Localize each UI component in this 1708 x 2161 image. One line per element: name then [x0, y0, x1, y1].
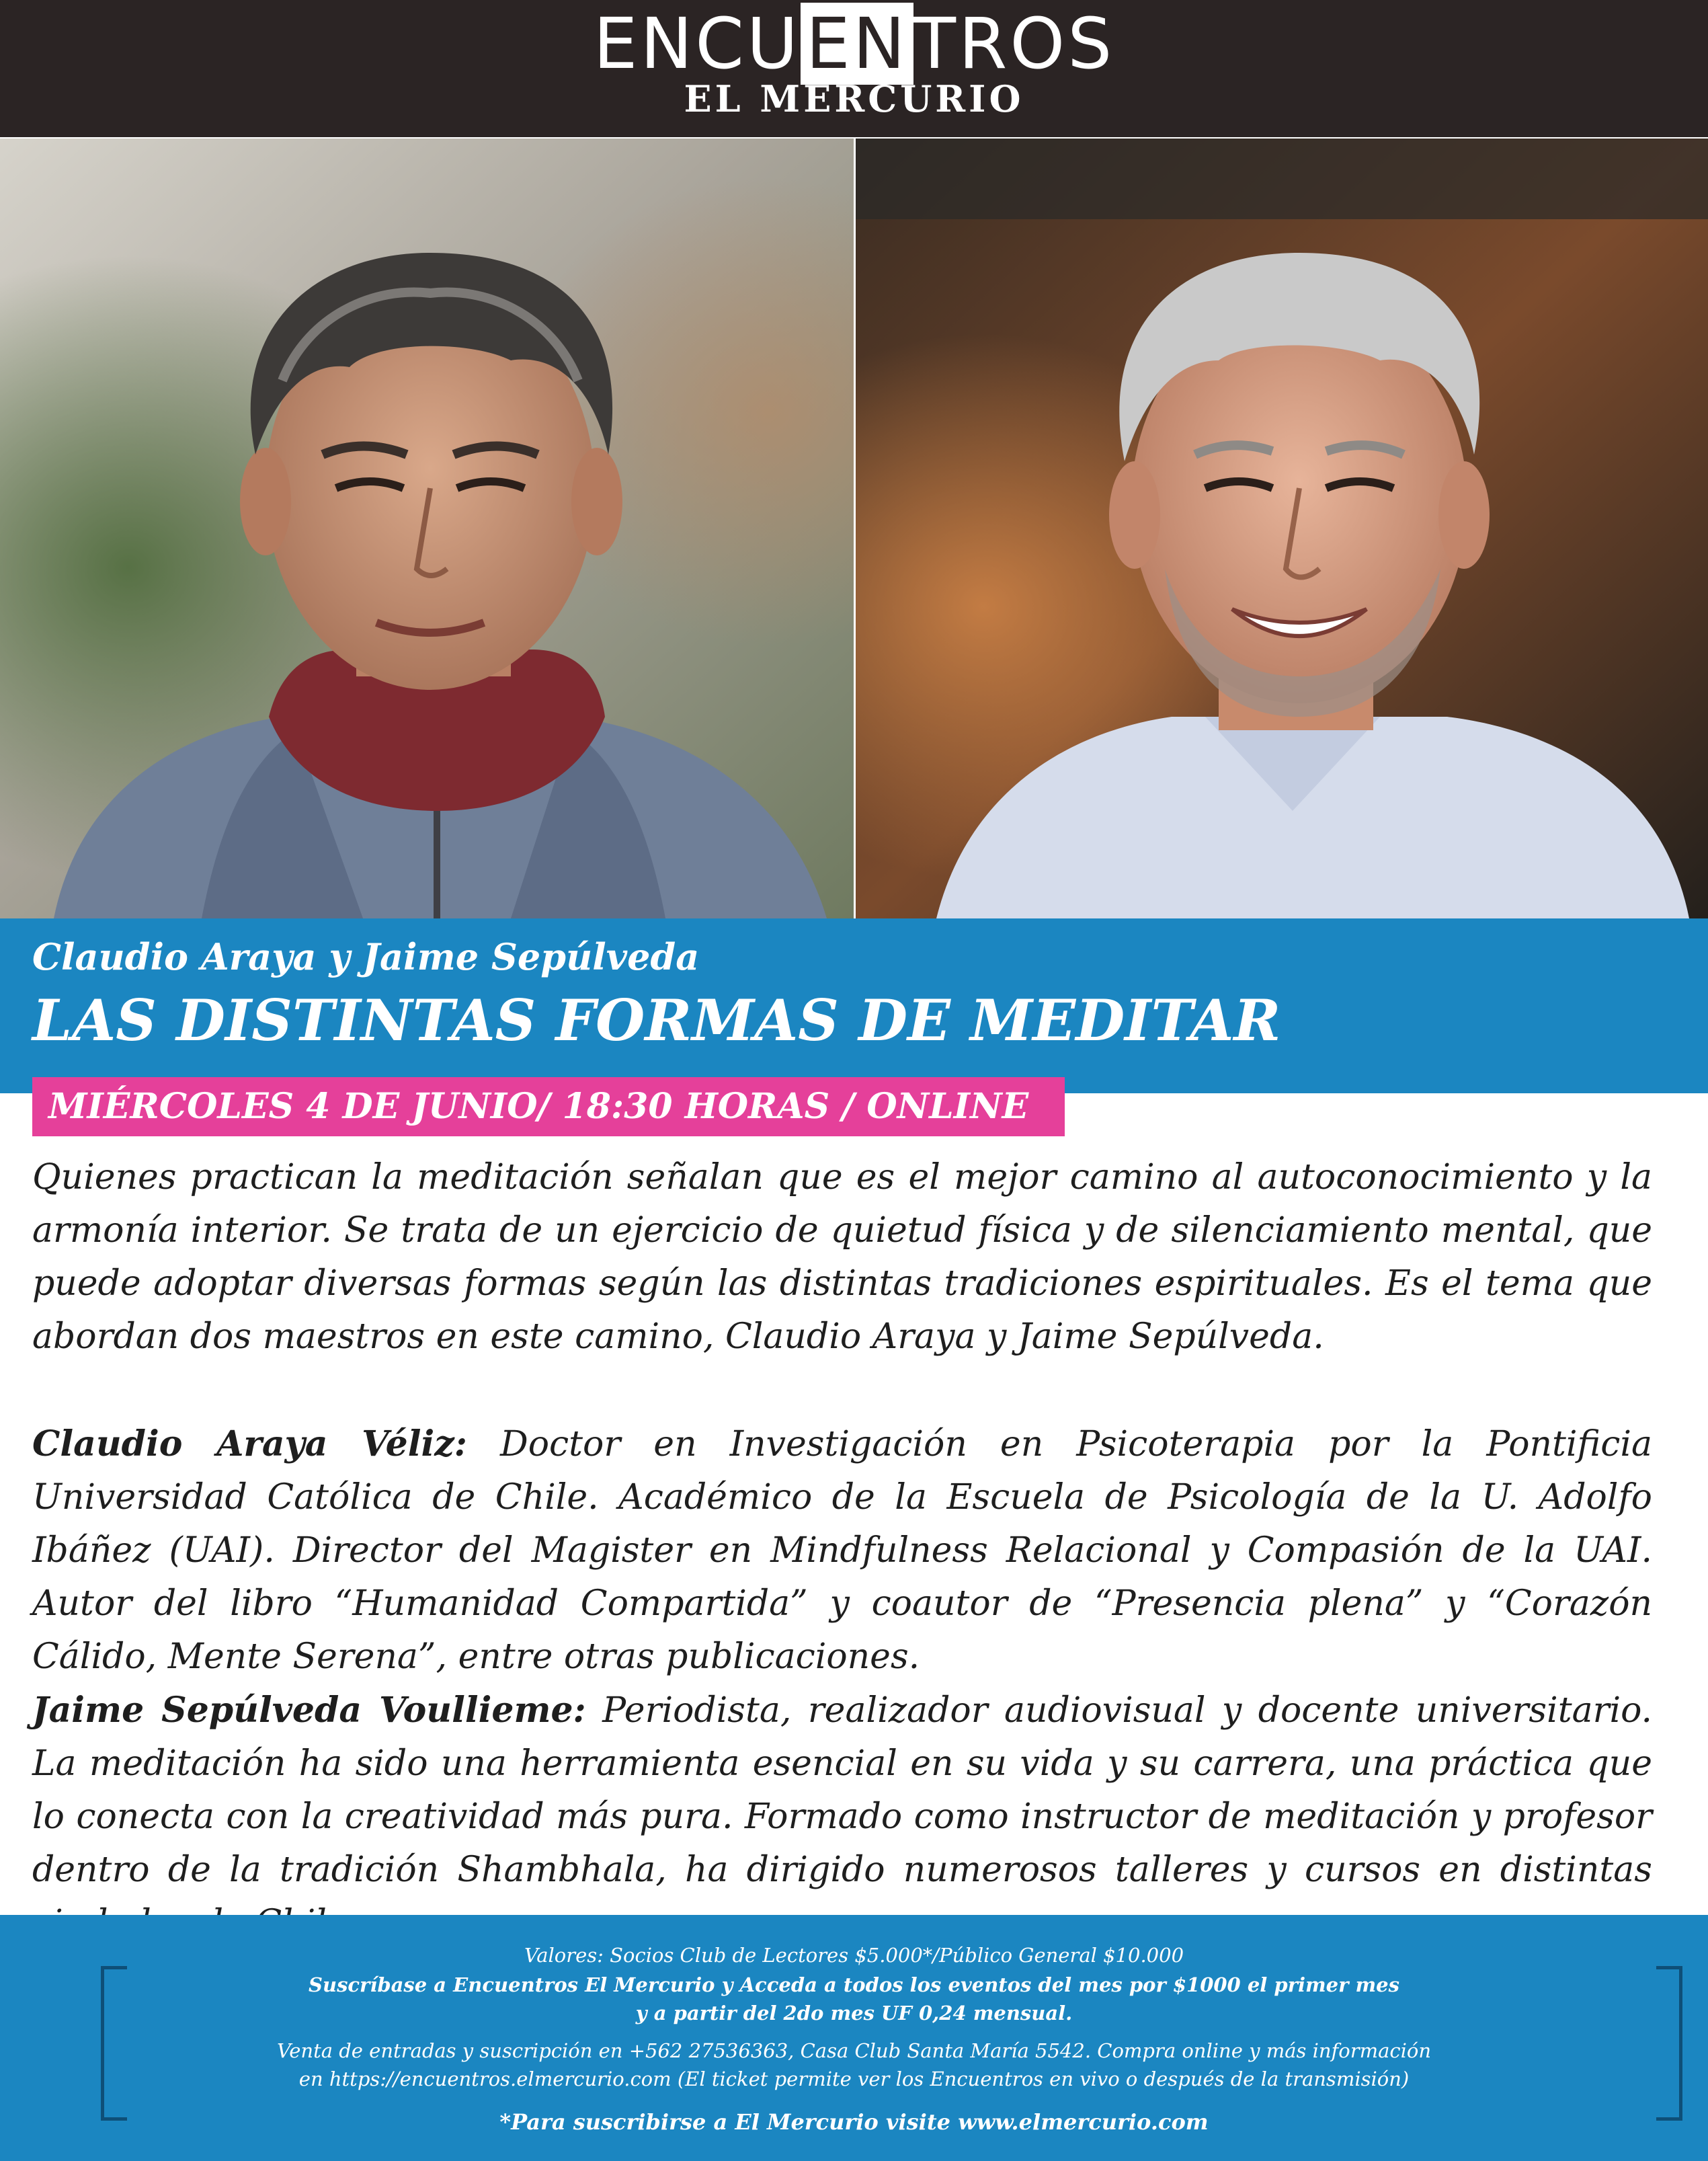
- brand-post: TROS: [913, 3, 1115, 85]
- bio-claudio: [32, 1417, 1652, 1684]
- footer-mercurio: *Para suscribirse a El Mercurio visite www.elmercurio.com: [499, 2109, 1209, 2135]
- bio-jaime-name: Jaime Sepúlveda Voullieme:: [32, 1690, 586, 1731]
- footer-web: en https://encuentros.elmercurio.com (El ticket permite ver los Encuentros en vivo o después de la transmisión): [298, 2068, 1410, 2090]
- speakers-line: Claudio Araya y Jaime Sepúlveda: [32, 935, 700, 978]
- bio-jaime-text: Periodista, realizador audiovisual y docente universitario. La meditación ha sido una herramienta esencial en su vida y su carrera, una práctica que lo conecta con la creatividad más pura. Formado como instructor de meditación y profesor dentro de la tradición Shambhala, ha dirigido numerosos talleres y cursos en distintas: [32, 1690, 1652, 1890]
- photo-claudio-araya: [0, 139, 854, 918]
- brand-pre: ENCU: [593, 3, 801, 85]
- footer-subscribe-cont: y a partir del 2do mes UF 0,24 mensual.: [635, 2002, 1073, 2025]
- brand-subtitle: EL MERCURIO: [684, 77, 1024, 120]
- footer-subscribe: Suscríbase a Encuentros El Mercurio y Acceda a todos los eventos del mes por $1000 el primer mes: [309, 1973, 1399, 1996]
- event-title: LAS DISTINTAS FORMAS DE MEDITAR: [32, 987, 1281, 1054]
- bio-jaime: [32, 1684, 1652, 1950]
- footer-prices: Valores: Socios Club de Lectores $5.000*/Público General $10.000: [524, 1944, 1184, 1967]
- brand-box: EN: [801, 3, 913, 85]
- header-bar: [0, 0, 1708, 137]
- footer-sales: Venta de entradas y suscripción en +562 27536363, Casa Club Santa María 5542. Compra online y más información: [276, 2039, 1432, 2062]
- bio-claudio-text: Doctor en Investigación en Psicoterapia por la Pontificia Universidad Católica de Chile. Académico de la Escuela de Psicología de la U. Adolfo Ibáñez (UAI). Director del Magister en Mindfulness Relacional y Compasión de la UAI. Autor del libro “Humanidad Compartida” y coautor de “Presencia plena” y “Corazón Cálido, Mente Serena”, entre otras publicaciones.: [32, 1424, 1652, 1677]
- intro-paragraph: Quienes practican la meditación señalan que es el mejor camino al autoconocimiento y la armonía interior. Se trata de un ejercicio de quietud física y de silenciamiento mental, que puede adoptar diversas formas según las distintas tradiciones espirituales. Es el tema que abordan dos maestros en este camino, Claudio Araya y Jaime Sepúlveda.: [32, 1157, 1652, 1357]
- event-date: MIÉRCOLES 4 DE JUNIO/ 18:30 HORAS / ONLINE: [48, 1086, 1029, 1127]
- bio-claudio-name: Claudio Araya Véliz:: [32, 1423, 467, 1464]
- photo-jaime-sepulveda: [856, 139, 1708, 918]
- brand-logo: [0, 4, 1708, 83]
